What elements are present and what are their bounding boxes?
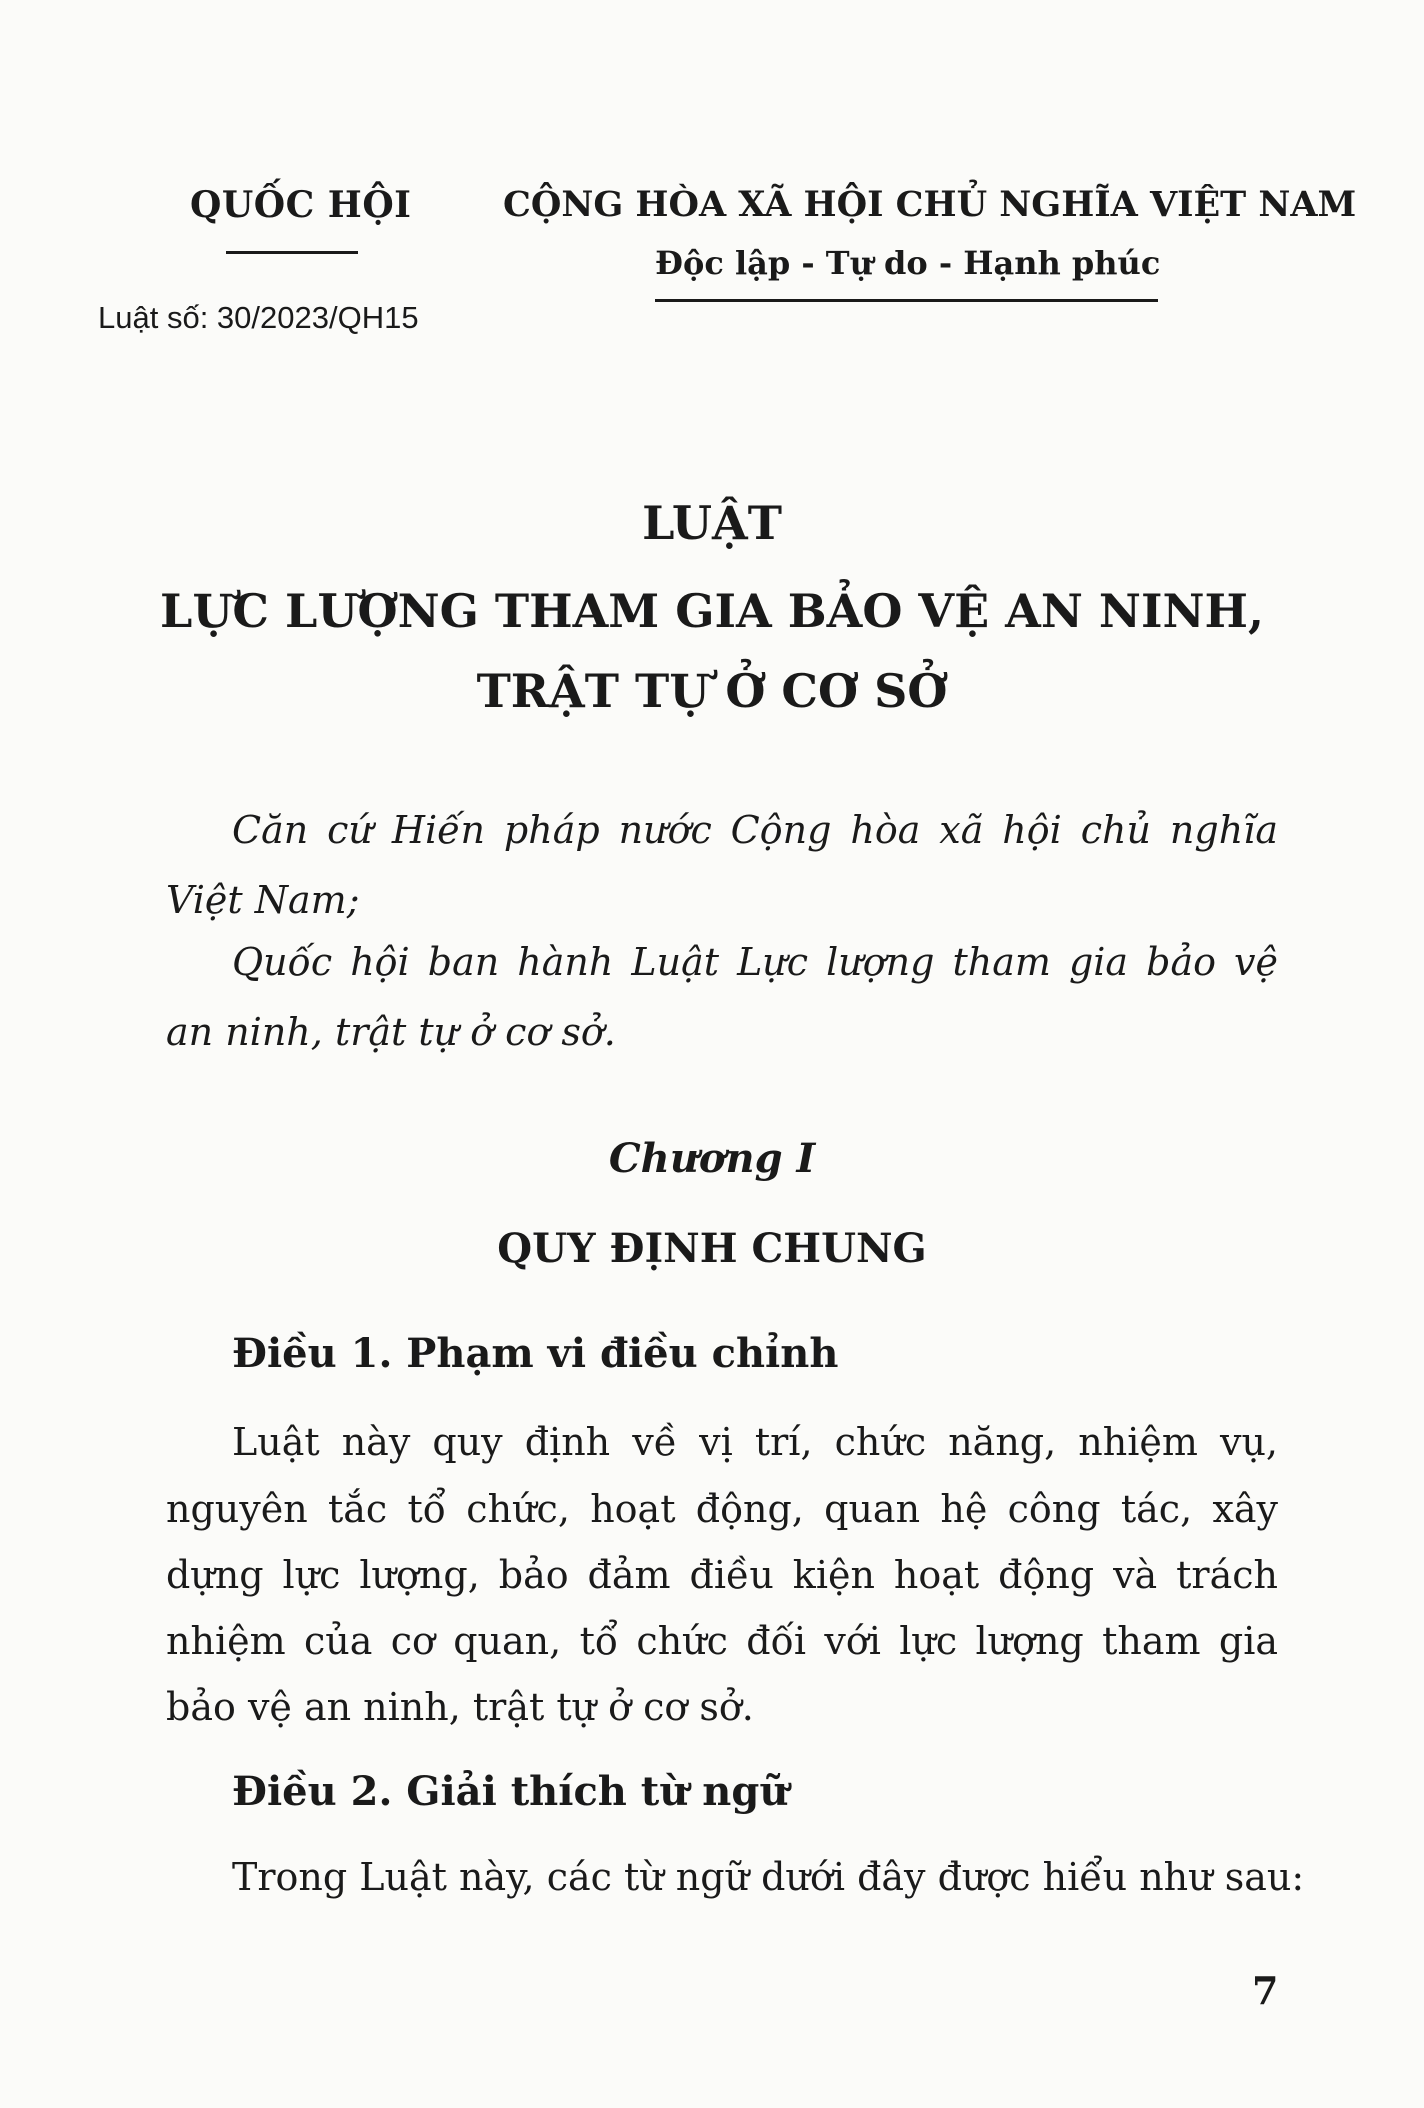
law-title-line-1: LỰC LƯỢNG THAM GIA BẢO VỆ AN NINH, [159, 584, 1265, 638]
national-title: CỘNG HÒA XÃ HỘI CHỦ NGHĨA VIỆT NAM [503, 184, 1357, 225]
issuing-organization: QUỐC HỘI [190, 184, 412, 226]
document-type: LUẬT [642, 496, 782, 550]
motto-underline [655, 299, 1158, 302]
preamble-line: Căn cứ Hiến pháp nước Cộng hòa xã hội chủ nghĩa [232, 808, 1278, 852]
article-1-line: nhiệm của cơ quan, tổ chức đối với lực lượng tham gia [166, 1619, 1278, 1663]
article-1-line: dựng lực lượng, bảo đảm điều kiện hoạt động và trách [166, 1553, 1278, 1597]
law-title-line-2: TRẬT TỰ Ở CƠ SỞ [476, 664, 948, 718]
chapter-title: QUY ĐỊNH CHUNG [497, 1225, 927, 1272]
chapter-label: Chương I [608, 1135, 816, 1182]
page-number: 7 [1252, 1968, 1279, 2013]
organization-underline [226, 251, 358, 254]
article-1-line: nguyên tắc tổ chức, hoạt động, quan hệ công tác, xây [166, 1487, 1278, 1531]
preamble-line: Quốc hội ban hành Luật Lực lượng tham gia bảo vệ [232, 940, 1278, 984]
article-2-heading: Điều 2. Giải thích từ ngữ [232, 1768, 789, 1815]
preamble-line: an ninh, trật tự ở cơ sở. [166, 1010, 616, 1054]
article-2-line: Trong Luật này, các từ ngữ dưới đây được hiểu như sau: [232, 1855, 1305, 1899]
article-1-heading: Điều 1. Phạm vi điều chỉnh [232, 1330, 839, 1377]
preamble-line: Việt Nam; [166, 878, 360, 922]
article-1-line: Luật này quy định về vị trí, chức năng, nhiệm vụ, [232, 1420, 1278, 1464]
article-1-line: bảo vệ an ninh, trật tự ở cơ sở. [166, 1685, 754, 1729]
law-number: Luật số: 30/2023/QH15 [98, 300, 419, 335]
national-motto: Độc lập - Tự do - Hạnh phúc [655, 244, 1161, 282]
